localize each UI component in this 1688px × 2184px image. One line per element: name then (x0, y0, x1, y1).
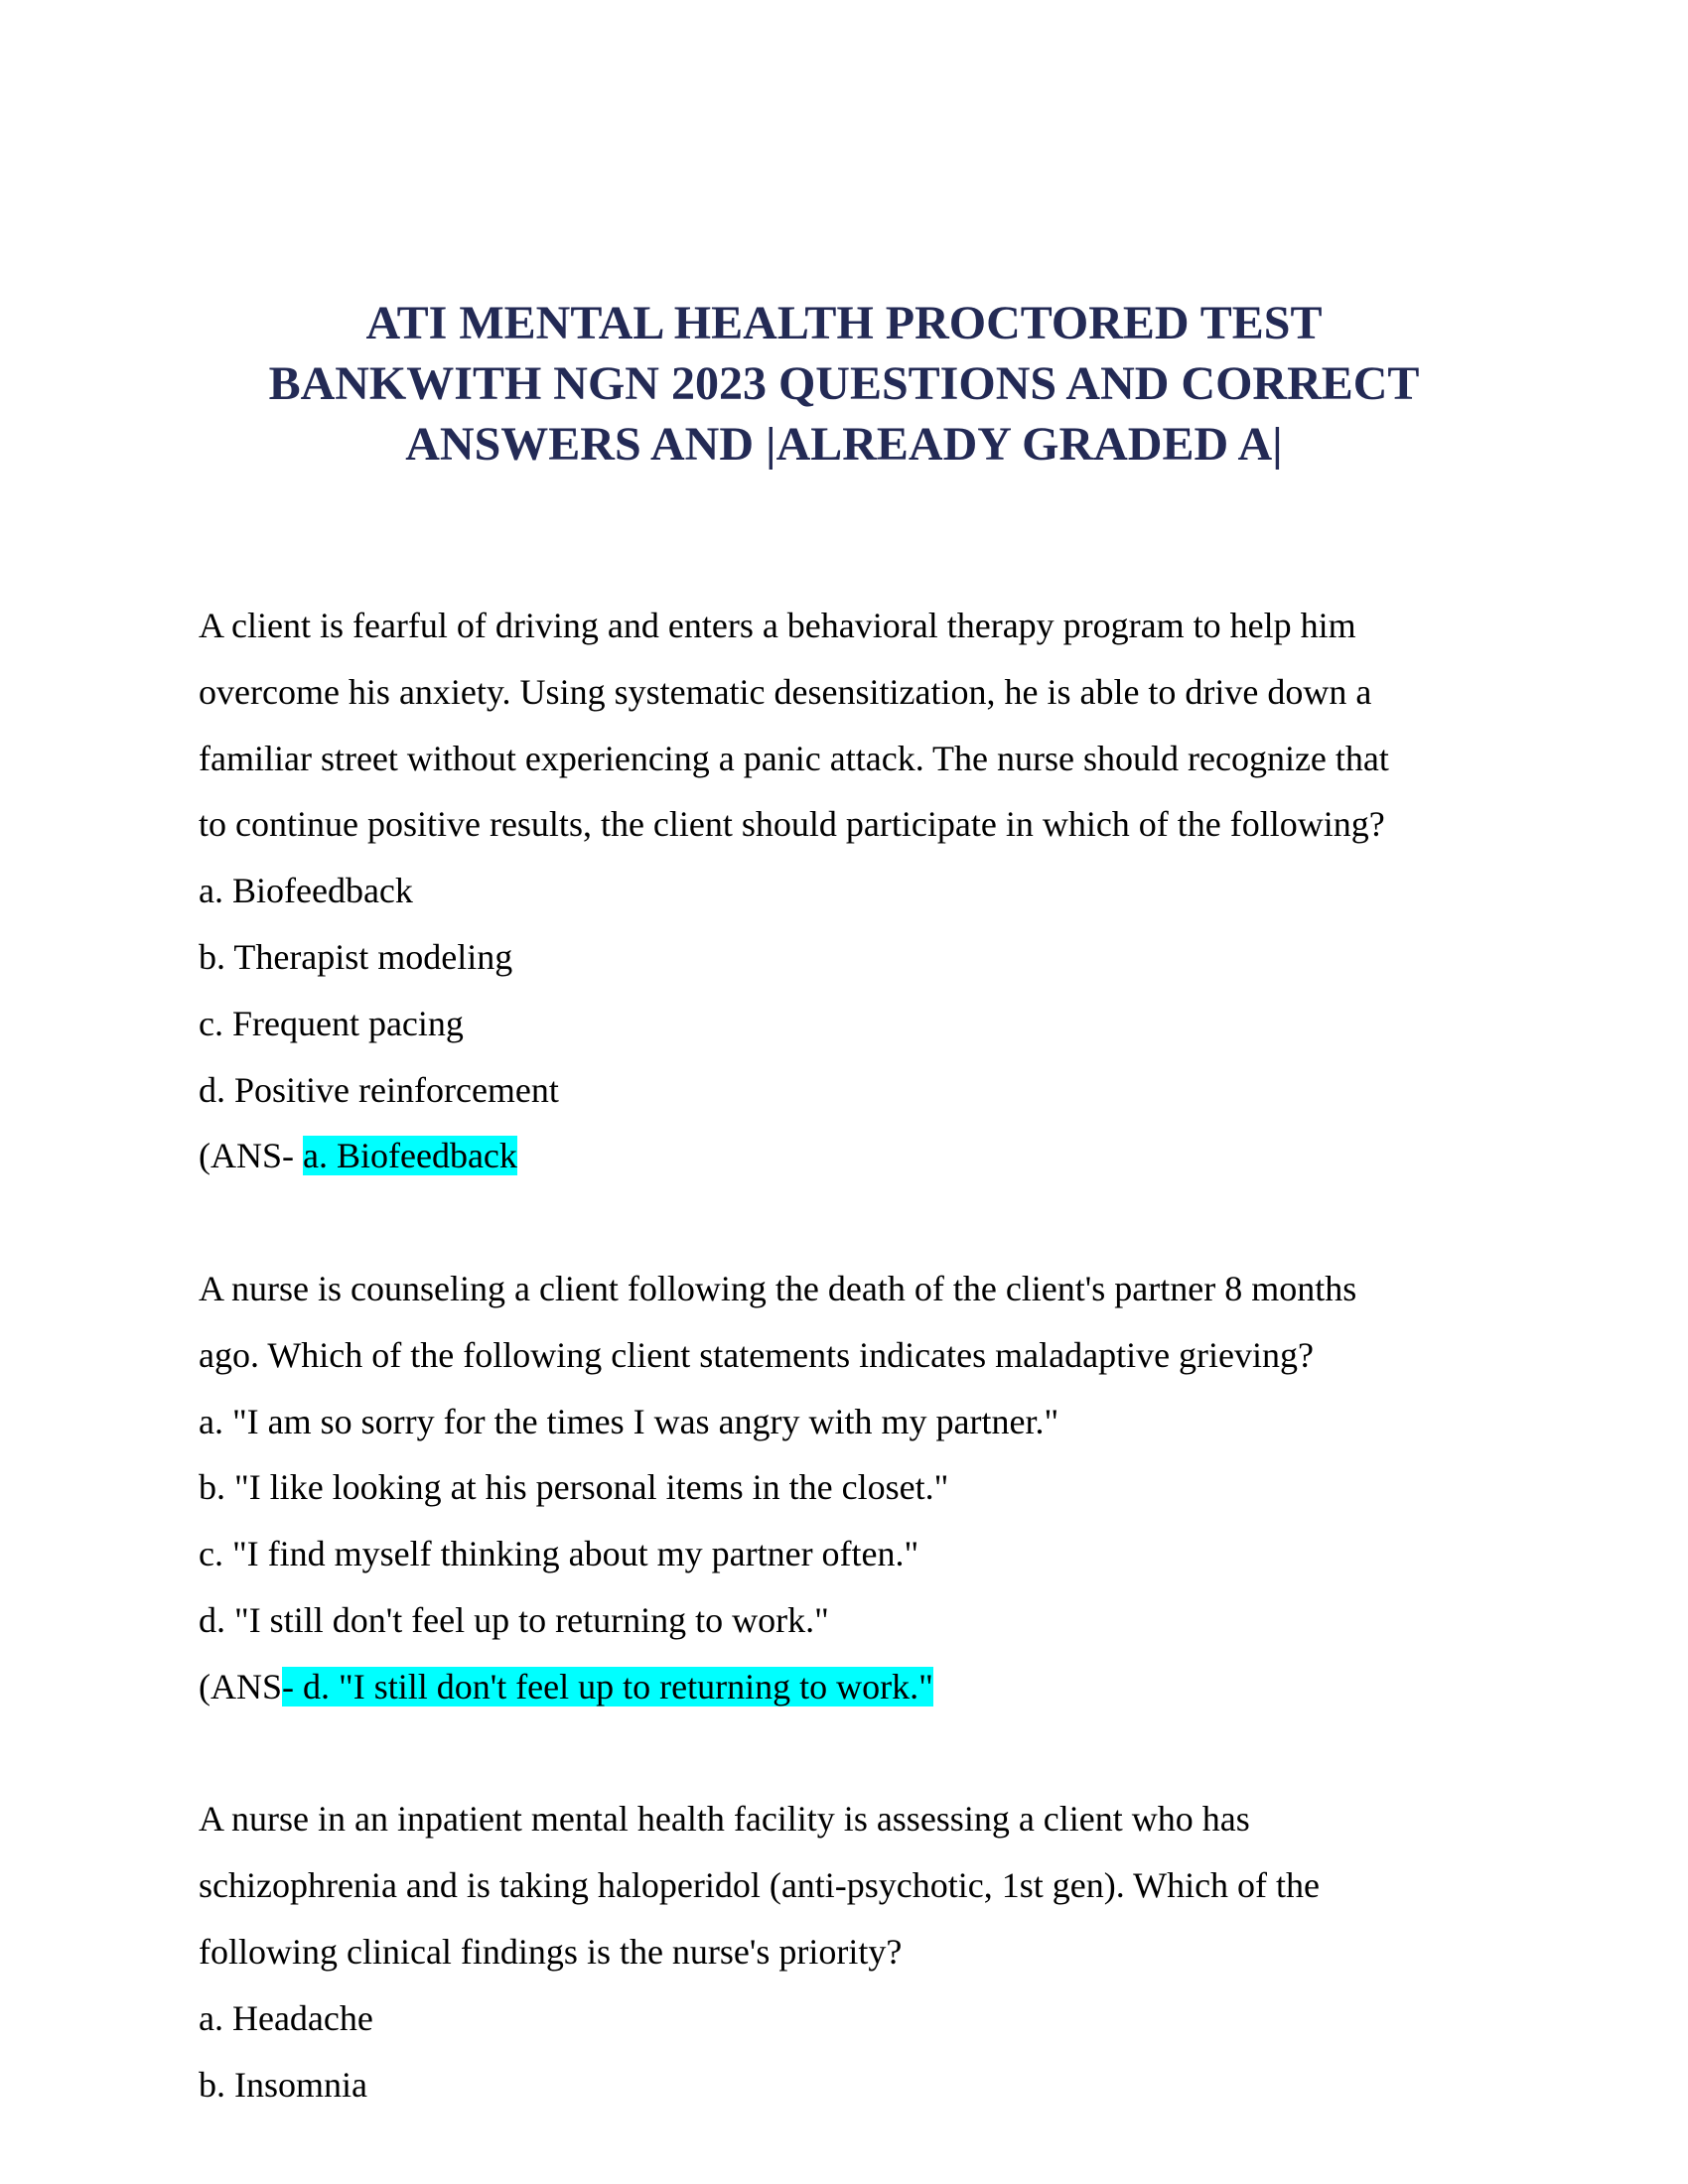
paragraph-spacer (199, 1189, 1519, 1256)
answer-key-line (199, 1654, 1519, 1720)
answer-option: a. Headache (199, 1997, 373, 2038)
question-stem-line: to continue positive results, the client should participate in which of the following? (199, 804, 1385, 845)
answer-option: a. Biofeedback (199, 871, 413, 911)
question-block (199, 593, 1519, 1189)
question-stem-line: familiar street without experiencing a panic attack. The nurse should recognize that (199, 738, 1389, 778)
question-stem-line: ago. Which of the following client statements indicates maladaptive grieving? (199, 1334, 1314, 1375)
document-title (149, 293, 1539, 475)
question-stem-line: following clinical findings is the nurse's priority? (199, 1931, 903, 1972)
title-line: ANSWERS AND |ALREADY GRADED A| (405, 418, 1283, 471)
question-stem-line: A nurse in an inpatient mental health facility is assessing a client who has (199, 1799, 1250, 1840)
highlighted-answer: a. Biofeedback (303, 1136, 517, 1176)
question-list (199, 593, 1519, 2117)
question-stem-line: A client is fearful of driving and enters a behavioral therapy program to help him (199, 606, 1356, 645)
answer-option: c. "I find myself thinking about my partner often." (199, 1534, 919, 1574)
answer-option: a. "I am so sorry for the times I was angry with my partner." (199, 1401, 1059, 1441)
title-line: BANKWITH NGN 2023 QUESTIONS AND CORRECT (268, 357, 1420, 410)
question-stem-line: schizophrenia and is taking haloperidol (anti-psychotic, 1st gen). Which of the (199, 1865, 1321, 1906)
answer-option: d. Positive reinforcement (199, 1069, 559, 1110)
answer-key-prefix: (ANS (199, 1666, 283, 1706)
paragraph-spacer (199, 1720, 1519, 1787)
answer-key-line (199, 1123, 1519, 1189)
answer-option: d. "I still don't feel up to returning to work." (199, 1599, 829, 1640)
question-stem-line: A nurse is counseling a client following the death of the client's partner 8 months (199, 1268, 1357, 1308)
answer-key-prefix: (ANS- (199, 1136, 303, 1176)
answer-option: b. "I like looking at his personal items in the closet." (199, 1467, 949, 1508)
highlighted-answer: - d. "I still don't feel up to returning to work." (282, 1666, 933, 1706)
title-line: ATI MENTAL HEALTH PROCTORED TEST (365, 297, 1323, 349)
answer-option: c. Frequent pacing (199, 1003, 464, 1043)
question-block (199, 1786, 1519, 2117)
question-block (199, 1256, 1519, 1720)
question-stem-line: overcome his anxiety. Using systematic desensitization, he is able to drive down a (199, 671, 1372, 712)
answer-option: b. Insomnia (199, 2064, 367, 2105)
answer-option: b. Therapist modeling (199, 936, 513, 977)
